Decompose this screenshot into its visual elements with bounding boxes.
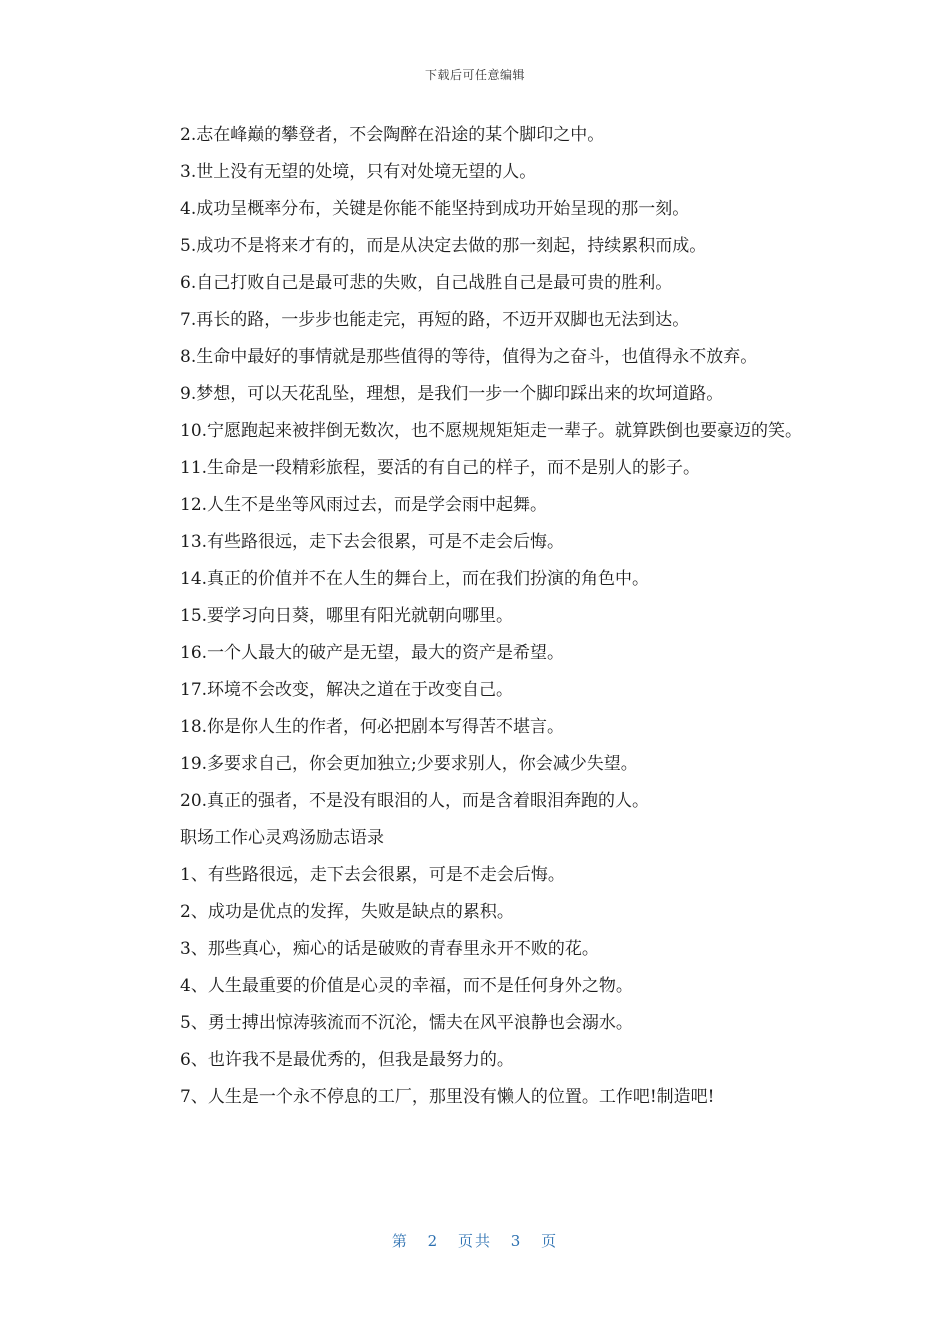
quote-line: 7、人生是一个永不停息的工厂，那里没有懒人的位置。工作吧!制造吧!: [180, 1087, 715, 1107]
quote-line: 10.宁愿跑起来被拌倒无数次，也不愿规规矩矩走一辈子。就算跌倒也要豪迈的笑。: [180, 421, 803, 441]
quote-line: 14.真正的价值并不在人生的舞台上，而在我们扮演的角色中。: [180, 569, 650, 589]
quote-line: 5.成功不是将来才有的，而是从决定去做的那一刻起，持续累积而成。: [180, 236, 707, 256]
footer-prefix: 第: [391, 1232, 409, 1250]
section-title: 职场工作心灵鸡汤励志语录: [180, 828, 384, 848]
quote-line: 20.真正的强者，不是没有眼泪的人，而是含着眼泪奔跑的人。: [180, 791, 650, 811]
quote-line: 2.志在峰巅的攀登者，不会陶醉在沿途的某个脚印之中。: [180, 125, 605, 145]
quote-line: 1、有些路很远，走下去会很累，可是不走会后悔。: [180, 865, 565, 885]
quote-line: 19.多要求自己，你会更加独立;少要求别人，你会减少失望。: [180, 754, 638, 774]
quote-line: 4.成功呈概率分布，关键是你能不能坚持到成功开始呈现的那一刻。: [180, 199, 690, 219]
quote-line: 15.要学习向日葵，哪里有阳光就朝向哪里。: [180, 606, 514, 626]
document-body: [146, 117, 810, 1116]
quote-line: 6.自己打败自己是最可悲的失败，自己战胜自己是最可贵的胜利。: [180, 273, 673, 293]
footer-middle: 页共: [457, 1232, 492, 1250]
quote-line: 18.你是你人生的作者，何必把剧本写得苦不堪言。: [180, 717, 565, 737]
quote-line: 2、成功是优点的发挥，失败是缺点的累积。: [180, 902, 514, 922]
quote-line: 8.生命中最好的事情就是那些值得的等待，值得为之奋斗，也值得永不放弃。: [180, 347, 758, 367]
footer-suffix: 页: [541, 1232, 559, 1250]
quote-line: 9.梦想，可以天花乱坠，理想，是我们一步一个脚印踩出来的坎坷道路。: [180, 384, 724, 404]
quote-line: 6、也许我不是最优秀的，但我是最努力的。: [180, 1050, 514, 1070]
quote-line: 5、勇士搏出惊涛骇流而不沉沦，懦夫在风平浪静也会溺水。: [180, 1013, 633, 1033]
quote-line: 4、人生最重要的价值是心灵的幸福，而不是任何身外之物。: [180, 976, 633, 996]
footer-page-number: 2: [427, 1232, 440, 1250]
quote-line: 13.有些路很远，走下去会很累，可是不走会后悔。: [180, 532, 565, 552]
quote-line: 12.人生不是坐等风雨过去，而是学会雨中起舞。: [180, 495, 548, 515]
footer-total-pages: 3: [510, 1232, 523, 1250]
quote-line: 11.生命是一段精彩旅程，要活的有自己的样子，而不是别人的影子。: [180, 458, 701, 478]
quote-line: 17.环境不会改变，解决之道在于改变自己。: [180, 680, 514, 700]
quote-line: 7.再长的路，一步步也能走完，再短的路，不迈开双脚也无法到达。: [180, 310, 690, 330]
page-header: 下载后可任意编辑: [424, 68, 525, 82]
page-footer: [0, 1230, 950, 1251]
quote-line: 16.一个人最大的破产是无望，最大的资产是希望。: [180, 643, 565, 663]
quote-line: 3、那些真心，痴心的话是破败的青春里永开不败的花。: [180, 939, 599, 959]
quote-line: 3.世上没有无望的处境，只有对处境无望的人。: [180, 162, 537, 182]
